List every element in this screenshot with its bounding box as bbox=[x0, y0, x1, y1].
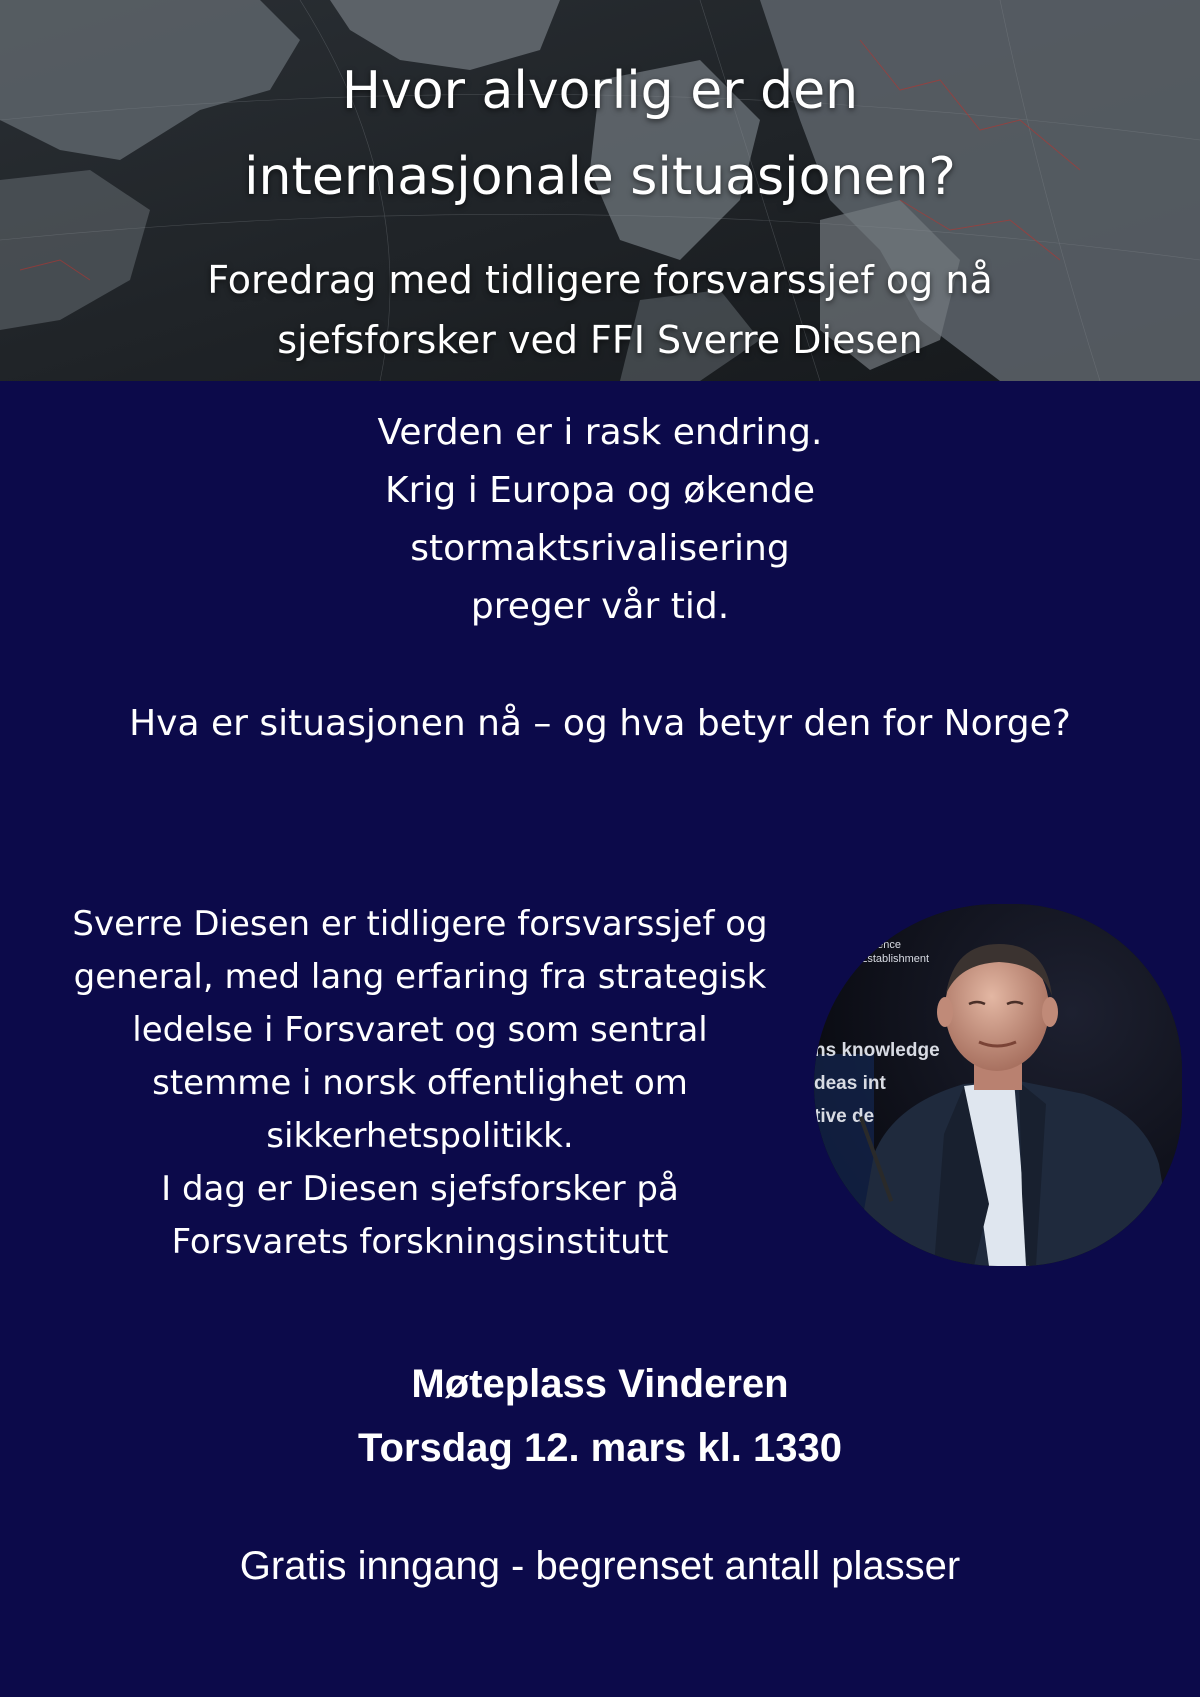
speaker-portrait bbox=[814, 904, 1182, 1266]
key-question: Hva er situasjonen nå – og hva betyr den for Norge? bbox=[129, 703, 1071, 744]
venue-name: Møteplass Vinderen bbox=[411, 1362, 789, 1406]
intro-line: Krig i Europa og økende bbox=[385, 470, 815, 511]
intro-line: stormaktsrivalisering bbox=[410, 528, 790, 569]
bio-line: Sverre Diesen er tidligere forsvarssjef og bbox=[72, 904, 768, 944]
backdrop-text: deas int bbox=[814, 1073, 886, 1094]
subtitle-line-2: sjefsforsker ved FFI Sverre Diesen bbox=[277, 318, 923, 362]
page-subtitle bbox=[100, 250, 1100, 370]
backdrop-text: tive de bbox=[814, 1106, 875, 1127]
event-datetime: Torsdag 12. mars kl. 1330 bbox=[358, 1426, 842, 1470]
intro-line: preger vår tid. bbox=[470, 586, 730, 627]
bio-line: Forsvarets forskningsinstitutt bbox=[171, 1222, 669, 1262]
title-line-1: Hvor alvorlig er den bbox=[341, 61, 859, 121]
subtitle-line-1: Foredrag med tidligere forsvarssjef og nå bbox=[207, 258, 993, 302]
intro-text bbox=[300, 404, 900, 636]
header-banner bbox=[0, 0, 1200, 381]
bio-line: sikkerhetspolitikk. bbox=[266, 1116, 574, 1156]
backdrop-text: Defence bbox=[860, 939, 901, 951]
entry-info: Gratis inngang - begrenset antall plasser bbox=[239, 1544, 961, 1588]
bio-line: general, med lang erfaring fra strategisk bbox=[73, 957, 767, 997]
bio-line: ledelse i Forsvaret og som sentral bbox=[132, 1010, 708, 1050]
speaker-bio bbox=[20, 898, 820, 1269]
bio-line: stemme i norsk offentlighet om bbox=[152, 1063, 688, 1103]
backdrop-text: Establishment bbox=[860, 953, 930, 965]
page-title bbox=[0, 48, 1200, 220]
backdrop-text: ns knowledge bbox=[814, 1040, 940, 1061]
intro-line: Verden er i rask endring. bbox=[377, 412, 823, 453]
event-details bbox=[0, 1352, 1200, 1480]
title-line-2: internasjonale situasjonen? bbox=[244, 147, 956, 207]
bio-line: I dag er Diesen sjefsforsker på bbox=[161, 1169, 679, 1209]
